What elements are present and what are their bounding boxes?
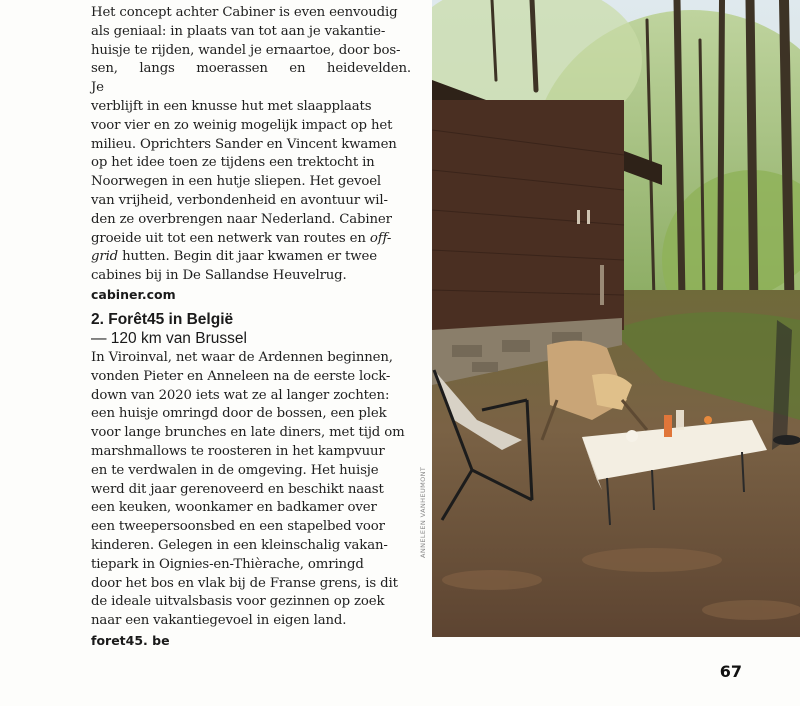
- intro-line: den ze overbrengen naar Nederland. Cabiner: [91, 211, 392, 227]
- intro-line: huisje te rijden, wandel je ernaartoe, door bos-: [91, 42, 401, 58]
- italic-word: off-: [369, 230, 392, 246]
- intro-line: voor vier en zo weinig mogelijk impact op het: [91, 117, 393, 133]
- section-line: een keuken, woonkamer en badkamer over: [91, 500, 377, 516]
- section-line: down van 2020 iets wat ze al langer zochten:: [91, 387, 390, 403]
- intro-line-with-italic: [91, 230, 411, 249]
- section-line: door het bos en vlak bij de Franse grens, is dit: [91, 575, 398, 591]
- section-title: 2. Forêt45 in België: [91, 311, 234, 328]
- intro-line: groeide uit tot een netwerk van routes en: [91, 230, 366, 246]
- section-2: [91, 310, 411, 650]
- intro-column: [91, 4, 411, 304]
- photo-credit: ANNELEEN VANHEUMONT: [419, 466, 427, 558]
- foret45-link[interactable]: foret45. be: [91, 632, 170, 648]
- section-line: en te verdwalen in de omgeving. Het huisje: [91, 462, 379, 478]
- section-line: naar een vakantiegevoel in eigen land.: [91, 613, 347, 629]
- section-line: voor lange brunches en late diners, met tijd om: [91, 425, 405, 441]
- cabin-forest-photo: [432, 0, 800, 637]
- section-paragraph: [91, 349, 411, 631]
- section-line: kinderen. Gelegen in een kleinschalig vakan-: [91, 537, 388, 553]
- intro-line: sen, langs moerassen en heidevelden. Je: [91, 61, 411, 96]
- intro-line-rest: hutten. Begin dit jaar kwamen er twee: [118, 249, 377, 265]
- section-line: vonden Pieter en Anneleen na de eerste lock-: [91, 368, 391, 384]
- section-line: In Viroinval, net waar de Ardennen beginnen,: [91, 350, 393, 365]
- intro-paragraph: [91, 4, 411, 286]
- section-line: een huisje omringd door de bossen, een plek: [91, 406, 387, 422]
- intro-line: verblijft in een knusse hut met slaapplaats: [91, 98, 372, 114]
- cabiner-link[interactable]: cabiner.com: [91, 286, 176, 302]
- italic-word: grid: [91, 249, 119, 265]
- section-line: marshmallows te roosteren in het kampvuur: [91, 443, 385, 459]
- intro-line: cabines bij in De Sallandse Heuvelrug.: [91, 268, 347, 284]
- intro-line: Het concept achter Cabiner is even eenvoudig: [91, 5, 398, 20]
- intro-line: van vrijheid, verbondenheid en avontuur wil-: [91, 192, 388, 208]
- intro-line: [91, 248, 411, 267]
- section-subtitle: — 120 km van Brussel: [91, 330, 247, 347]
- section-line: de ideale uitvalsbasis voor gezinnen op zoek: [91, 594, 385, 610]
- intro-line: milieu. Oprichters Sander en Vincent kwamen: [91, 136, 397, 152]
- intro-line: Noorwegen in een hutje sliepen. Het gevoel: [91, 174, 382, 190]
- intro-line: als geniaal: in plaats van tot aan je vakantie-: [91, 23, 386, 39]
- section-line: tiepark in Oignies-en-Thièrache, omringd: [91, 556, 364, 572]
- section-line: een tweepersoonsbed en een stapelbed voor: [91, 519, 385, 535]
- intro-line: op het idee toen ze tijdens een trektocht in: [91, 155, 375, 171]
- section-line: werd dit jaar gerenoveerd en beschikt naast: [91, 481, 384, 497]
- page-number: 67: [719, 662, 742, 681]
